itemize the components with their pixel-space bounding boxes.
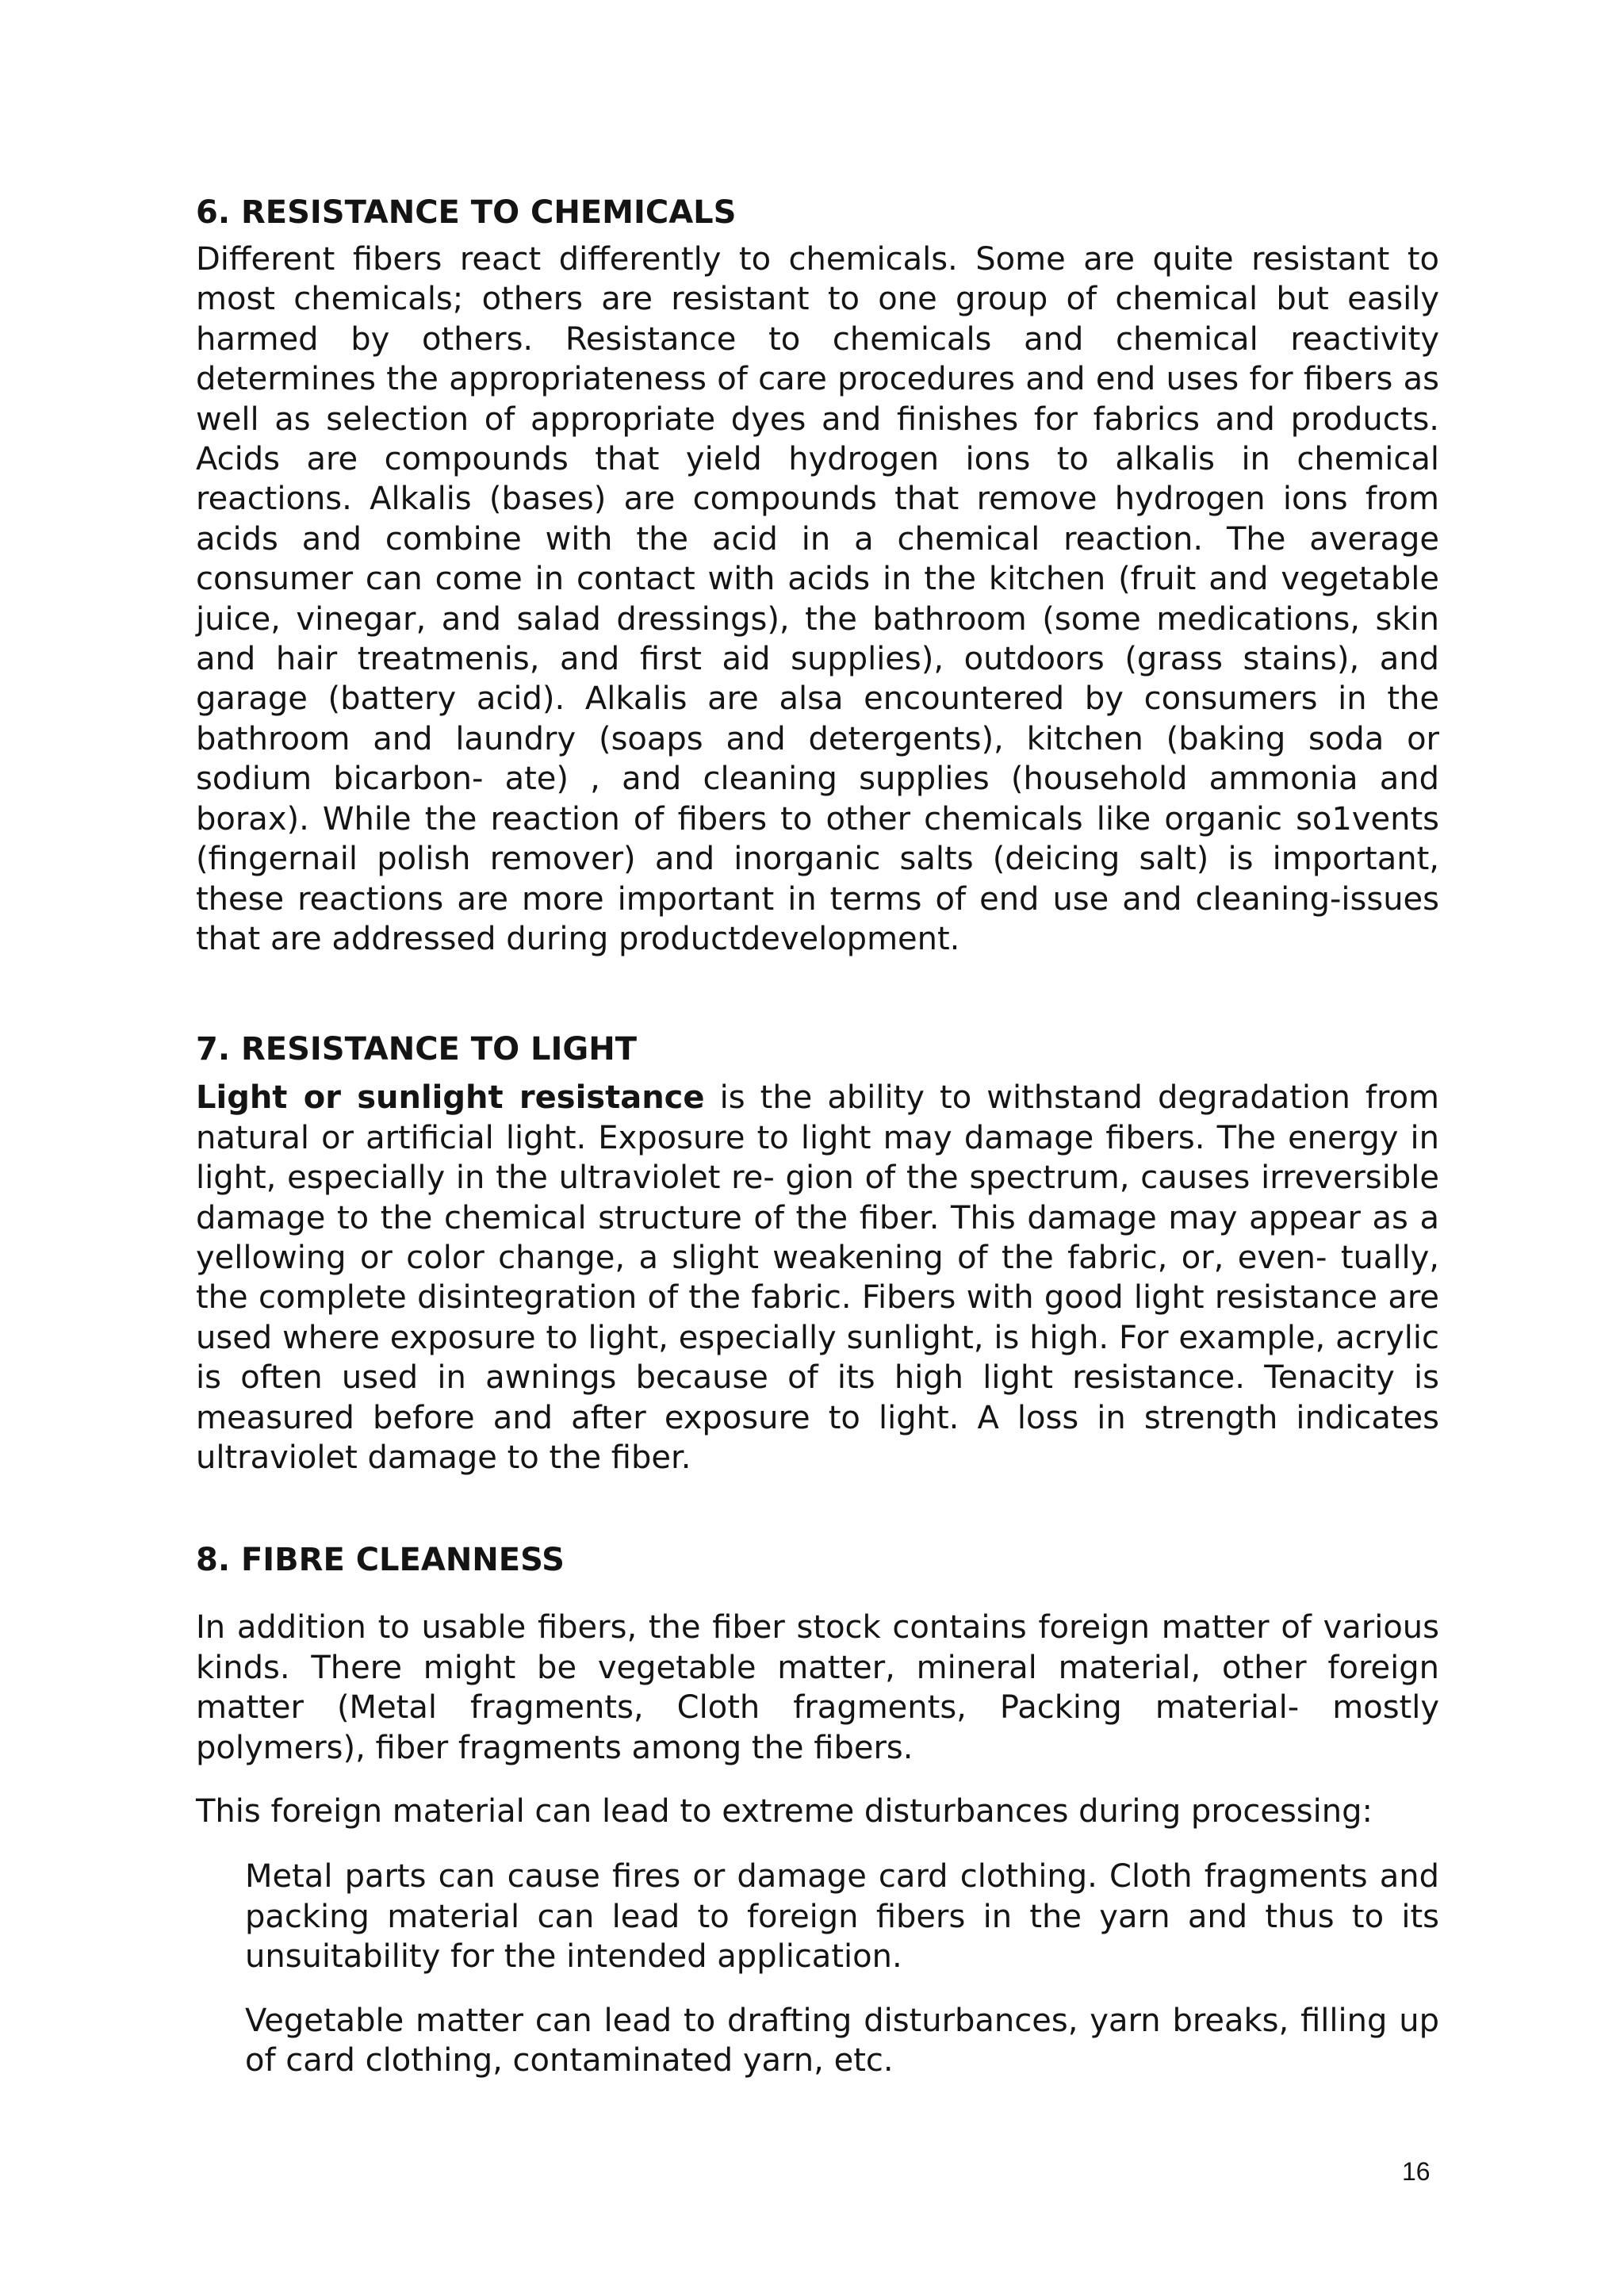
section-paragraph: Different fibers react differently to chemicals. Some are quite resistant to most chemicals; others are resistant to one group of chemical but easily harmed by others. Resistance to chemicals and chemical reactivity determines the appropriateness of care procedures and end uses for fibers as well as selection of appropriate dyes and finishes for fabrics and products. Acids are compounds that yield hydrogen ions to alkalis in chemical reactions. Alkalis (bases) are compounds that remove hydrogen ions from acids and combine with the acid in a chemical reaction. The average consumer can come in contact with acids in the kitchen (fruit and vegetable juice, vinegar, and salad dressings), the bathroom (some medications, skin and hair treatmenis, and first aid supplies), outdoors (grass stains), and garage (battery acid). Alkalis are alsa encountered by consumers in the bathroom and laundry (soaps and detergents), kitchen (baking soda or sodium bicarbon- ate) , and cleaning supplies (household ammonia and borax). While the reaction of fibers to other chemicals like organic so1vents (fingernail polish remover) and inorganic salts (deicing salt) is important, these reactions are more important in terms of end use and cleaning-issues that are addressed during productdevelopment. (196, 241, 1439, 957)
page-number: 16 (1402, 2157, 1431, 2186)
section-paragraph: This foreign material can lead to extreme disturbances during processing: (196, 1793, 1373, 1830)
section-resistance-to-chemicals (196, 190, 1439, 959)
section-heading: 7. RESISTANCE TO LIGHT (196, 1031, 637, 1068)
indented-paragraph: Vegetable matter can lead to drafting disturbances, yarn breaks, filling up of card clothing, contaminated yarn, etc. (245, 2002, 1439, 2079)
bold-term: Light or sunlight resistance (196, 1079, 705, 1117)
document-page (196, 190, 1439, 2080)
paragraph-text: is the ability to withstand degradation from natural or artificial light. Exposure to light may damage fibers. The energy in light, especially in the ultraviolet re- gion of the spectrum, causes irreversible damage to the chemical structure of the fiber. This damage may appear as a yellowing or color change, a slight weakening of the fabric, or, even- tually, the complete disintegration of the fabric. Fibers with good light resistance are used where exposure to light, especially sunlight, is high. For example, acrylic is often used in awnings because of its high light resistance. Tenacity is measured before and after exposure to light. A loss in strength indicates ultraviolet damage to the fiber. (196, 1079, 1439, 1476)
indented-paragraph: Metal parts can cause fires or damage card clothing. Cloth fragments and packing material can lead to foreign fibers in the yarn and thus to its unsuitability for the intended application. (245, 1858, 1439, 1976)
section-heading: 8. FIBRE CLEANNESS (196, 1542, 565, 1579)
section-paragraph: In addition to usable fibers, the fiber stock contains foreign matter of various kinds. There might be vegetable matter, mineral material, other foreign matter (Metal fragments, Cloth fragments, Packing material- mostly polymers), fiber fragments among the fibers. (196, 1609, 1439, 1766)
section-heading: 6. RESISTANCE TO CHEMICALS (196, 194, 737, 231)
section-fibre-cleanness (196, 1538, 1439, 2080)
section-paragraph (196, 1078, 1439, 1478)
section-resistance-to-light (196, 1027, 1439, 1478)
